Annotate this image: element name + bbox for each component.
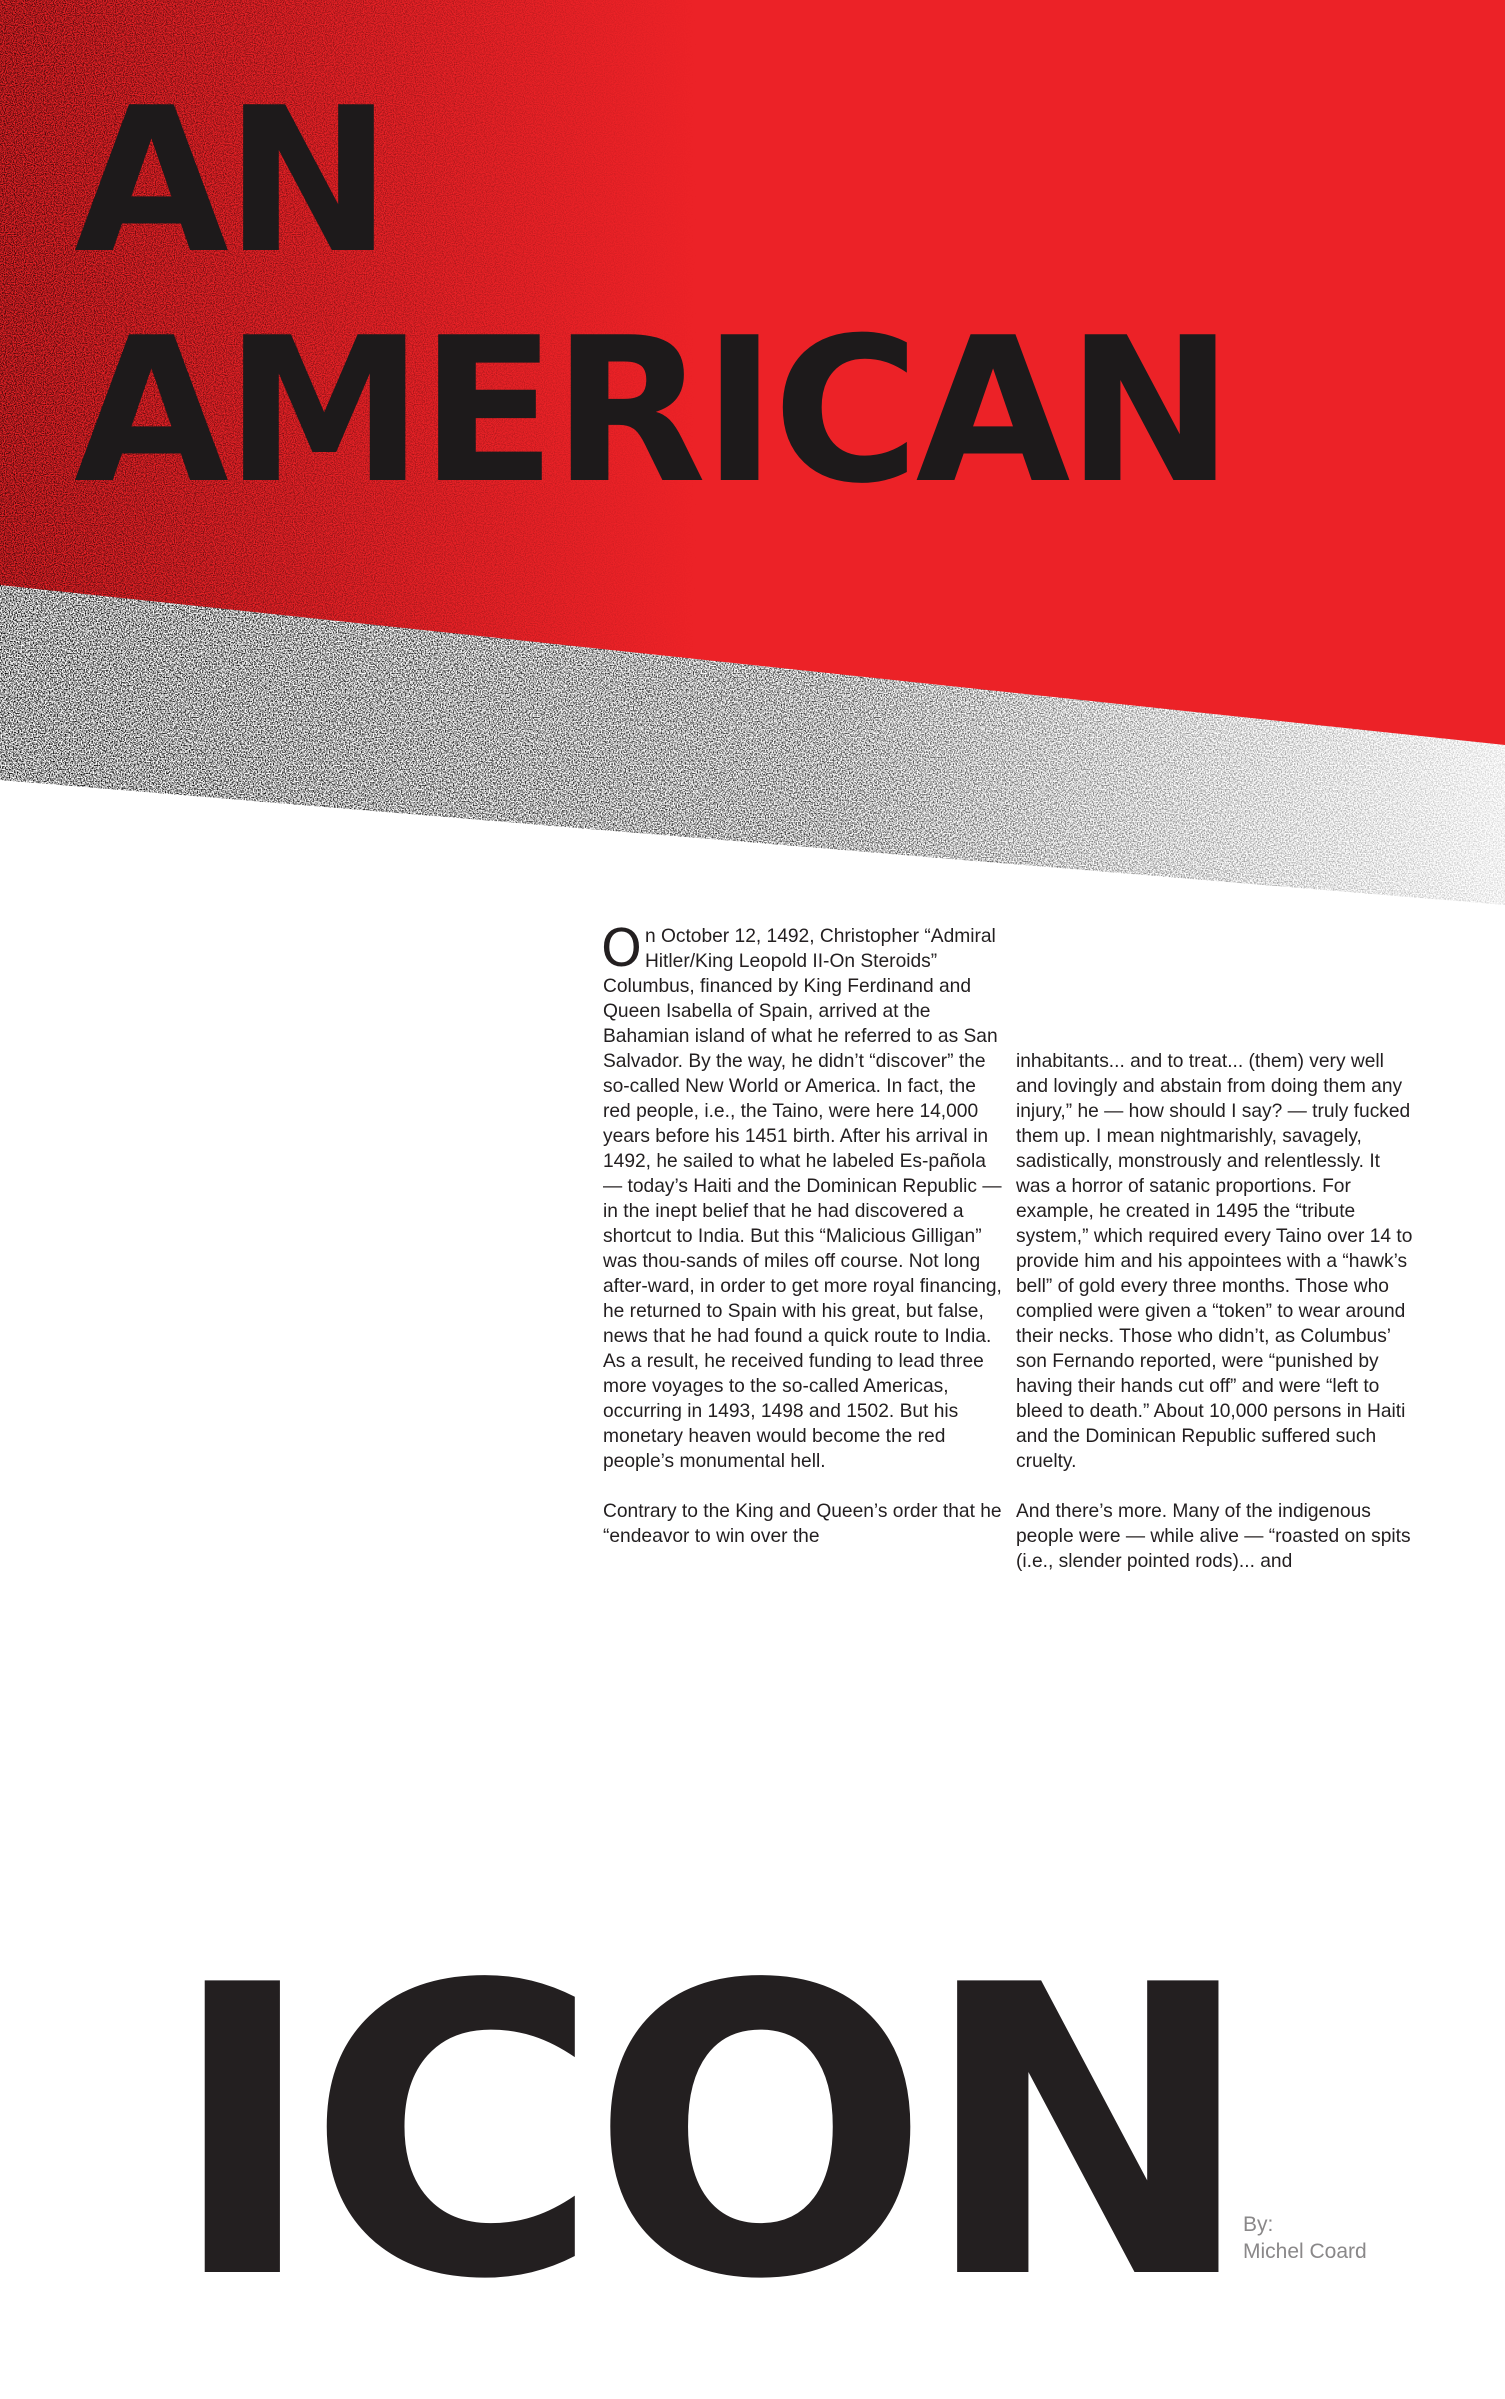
paragraph-text: n October 12, 1492, Christopher “Admiral Hitler/King Leopold II-On Steroids” Columbus, financed by King Ferdinand and Queen Isabella of Spain, arrived at the Bahamian island of what he referred to as San Salvador. By the way, he didn’t “discover” the so-called New World or America. In fact, the red people, i.e., the Taino, were here 14,000 years before his 1451 birth. After his arrival in 1492, he sailed to what he labeled Es-pañola — today’s Haiti and the Dominican Republic — in the inept belief that he had discovered a shortcut to India. But this “Malicious Gilligan” was thou-sands of miles off course. Not long after-ward, in order to get more royal financing, he returned to Spain with his great, but false, news that he had found a quick route to India. As a result, he received funding to lead three more voyages to the so-called Americas, occurring in 1493, 1498 and 1502. But his monetary heaven would become the red people’s monumental hell. (603, 926, 1002, 1472)
article-paragraph: inhabitants... and to treat... (them) very well and lovingly and abstain from doing them any injury,” he — how should I say? — truly fucked them up. I mean nightmarishly, savagely, sadistically, monstrously and relentlessly. It was a horror of satanic proportions. For example, he created in 1495 the “tribute system,” which required every Taino over 14 to provide him and his appointees with a “hawk’s bell” of gold every three months. Those who complied were given a “token” to wear around their necks. Those who didn’t, as Columbus’ son Fernando reported, were “punished by having their hands cut off” and were “left to bleed to death.” About 10,000 persons in Haiti and the Dominican Republic suffered such cruelty. (1016, 1051, 1413, 1472)
byline-author: Michel Coard (1243, 2240, 1367, 2263)
headline-line-2: AMERICAN (74, 295, 1230, 528)
headline-line-3: ICON (168, 1902, 1246, 2367)
article-paragraph: And there’s more. Many of the indigenous people were — while alive — “roasted on spits (i.e., slender pointed rods)... and (1016, 1501, 1411, 1572)
headline-line-1: AN (74, 65, 389, 298)
drop-cap: O (601, 919, 642, 979)
byline-label: By: (1243, 2213, 1274, 2236)
article-column-2 (1016, 1049, 1416, 1574)
article-paragraph (601, 919, 1003, 1474)
byline (1243, 2211, 1367, 2265)
article-paragraph: Contrary to the King and Queen’s order that he “endeavor to win over the (603, 1501, 1002, 1547)
article-column-1 (601, 919, 1003, 1549)
